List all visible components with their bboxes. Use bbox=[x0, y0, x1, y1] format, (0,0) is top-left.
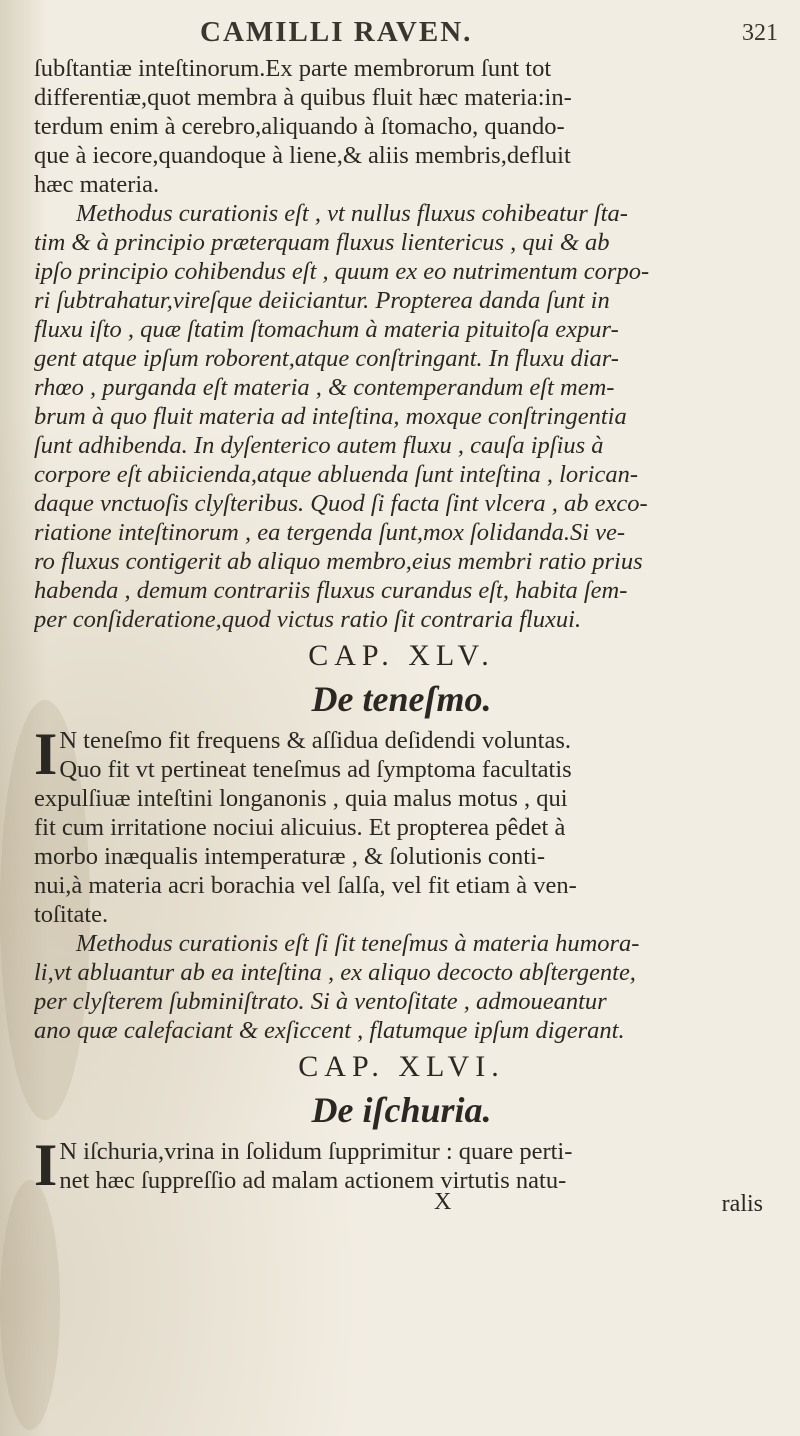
text-line: ri ſubtrahatur,vireſque deiiciantur. Propterea danda ſunt in bbox=[34, 287, 610, 314]
chapter-title: De teneſmo. bbox=[311, 679, 492, 719]
page-footer bbox=[34, 1189, 769, 1224]
text-line: rhœo , purganda eſt materia , & contemperandum eſt mem- bbox=[34, 374, 615, 401]
text-line: per conſideratione,quod victus ratio ſit contraria fluxui. bbox=[34, 606, 582, 633]
text-line: nui,à materia acri borachia vel ſalſa, vel fit etiam à ven- bbox=[34, 872, 577, 899]
text-line: N teneſmo fit frequens & aſſidua deſidendi voluntas. bbox=[59, 727, 572, 754]
catchword: ralis bbox=[721, 1191, 763, 1217]
text-line: fluxu iſto , quæ ſtatim ſtomachum à materia pituitoſa expur- bbox=[34, 316, 619, 343]
chapter-body bbox=[34, 1132, 769, 1198]
text-line: morbo inæqualis intemperaturæ , & ſolutionis conti- bbox=[34, 843, 546, 870]
chapter-title: De iſchuria. bbox=[311, 1090, 492, 1130]
signature-mark: X bbox=[434, 1189, 452, 1215]
text-line: corpore eſt abiicienda,atque abluenda ſunt inteſtina , lorican- bbox=[34, 461, 639, 488]
text-line: que à iecore,quandoque à liene,& aliis membris,defluit bbox=[34, 142, 571, 169]
text-line: tim & à principio præterquam fluxus lientericus , qui & ab bbox=[34, 229, 610, 256]
opening-paragraph bbox=[34, 54, 769, 199]
text-line: Quo fit vt pertineat teneſmus ad ſymptoma facultatis bbox=[59, 756, 572, 783]
text-line: ſunt adhibenda. In dyſenterico autem fluxu , cauſa ipſius à bbox=[34, 432, 604, 459]
methodus-paragraph bbox=[34, 199, 769, 634]
text-line: differentiæ,quot membra à quibus fluit hæc materia:in- bbox=[34, 84, 572, 111]
text-line: ro fluxus contigerit ab aliquo membro,eius membri ratio prius bbox=[34, 548, 643, 575]
drop-cap-initial: I bbox=[34, 1132, 58, 1198]
methodus-paragraph bbox=[34, 929, 769, 1045]
text-line: daque vnctuoſis clyſteribus. Quod ſi facta ſint vlcera , ab exco- bbox=[34, 490, 648, 517]
page-number: 321 bbox=[742, 20, 778, 46]
text-line: gent atque ipſum roborent,atque conſtringant. In fluxu diar- bbox=[34, 345, 619, 372]
text-line: brum à quo fluit materia ad inteſtina, moxque conſtringentia bbox=[34, 403, 627, 430]
text-line: net hæc ſuppreſſio ad malam actionem virtutis natu- bbox=[59, 1167, 567, 1194]
text-line: Methodus curationis eſt ſi ſit teneſmus à materia humora- bbox=[76, 930, 640, 957]
drop-cap-initial: I bbox=[34, 721, 58, 787]
chapter-body bbox=[34, 721, 769, 929]
running-head bbox=[0, 14, 800, 54]
text-line: hæc materia. bbox=[34, 171, 160, 198]
text-line: Methodus curationis eſt , vt nullus fluxus cohibeatur ſta- bbox=[76, 200, 628, 227]
text-block bbox=[34, 54, 769, 1224]
text-line: ipſo principio cohibendus eſt , quum ex eo nutrimentum corpo- bbox=[34, 258, 650, 285]
text-line: N iſchuria,vrina in ſolidum ſupprimitur : quare perti- bbox=[59, 1138, 573, 1165]
text-line: toſitate. bbox=[34, 901, 109, 928]
text-line: fit cum irritatione nociui alicuius. Et propterea pêdet à bbox=[34, 814, 566, 841]
text-line: expulſiuæ inteſtini longanonis , quia malus motus , qui bbox=[34, 785, 568, 812]
chapter-number: CAP. XLVI. bbox=[298, 1050, 505, 1083]
text-line: li,vt abluantur ab ea inteſtina , ex aliquo decocto abſtergente, bbox=[34, 959, 636, 986]
text-line: terdum enim à cerebro,aliquando à ſtomacho, quando- bbox=[34, 113, 565, 140]
text-line: habenda , demum contrariis fluxus curandus eſt, habita ſem- bbox=[34, 577, 628, 604]
text-line: per clyſterem ſubminiſtrato. Si à ventoſitate , admoueantur bbox=[34, 988, 607, 1015]
text-line: ſubſtantiæ inteſtinorum.Ex parte membrorum ſunt tot bbox=[34, 55, 552, 82]
text-line: ano quæ calefaciant & exſiccent , flatumque ipſum digerant. bbox=[34, 1017, 625, 1044]
text-line: riatione inteſtinorum , ea tergenda ſunt,mox ſolidanda.Si ve- bbox=[34, 519, 626, 546]
running-title: CAMILLI RAVEN. bbox=[200, 16, 473, 48]
chapter-number: CAP. XLV. bbox=[308, 639, 495, 672]
